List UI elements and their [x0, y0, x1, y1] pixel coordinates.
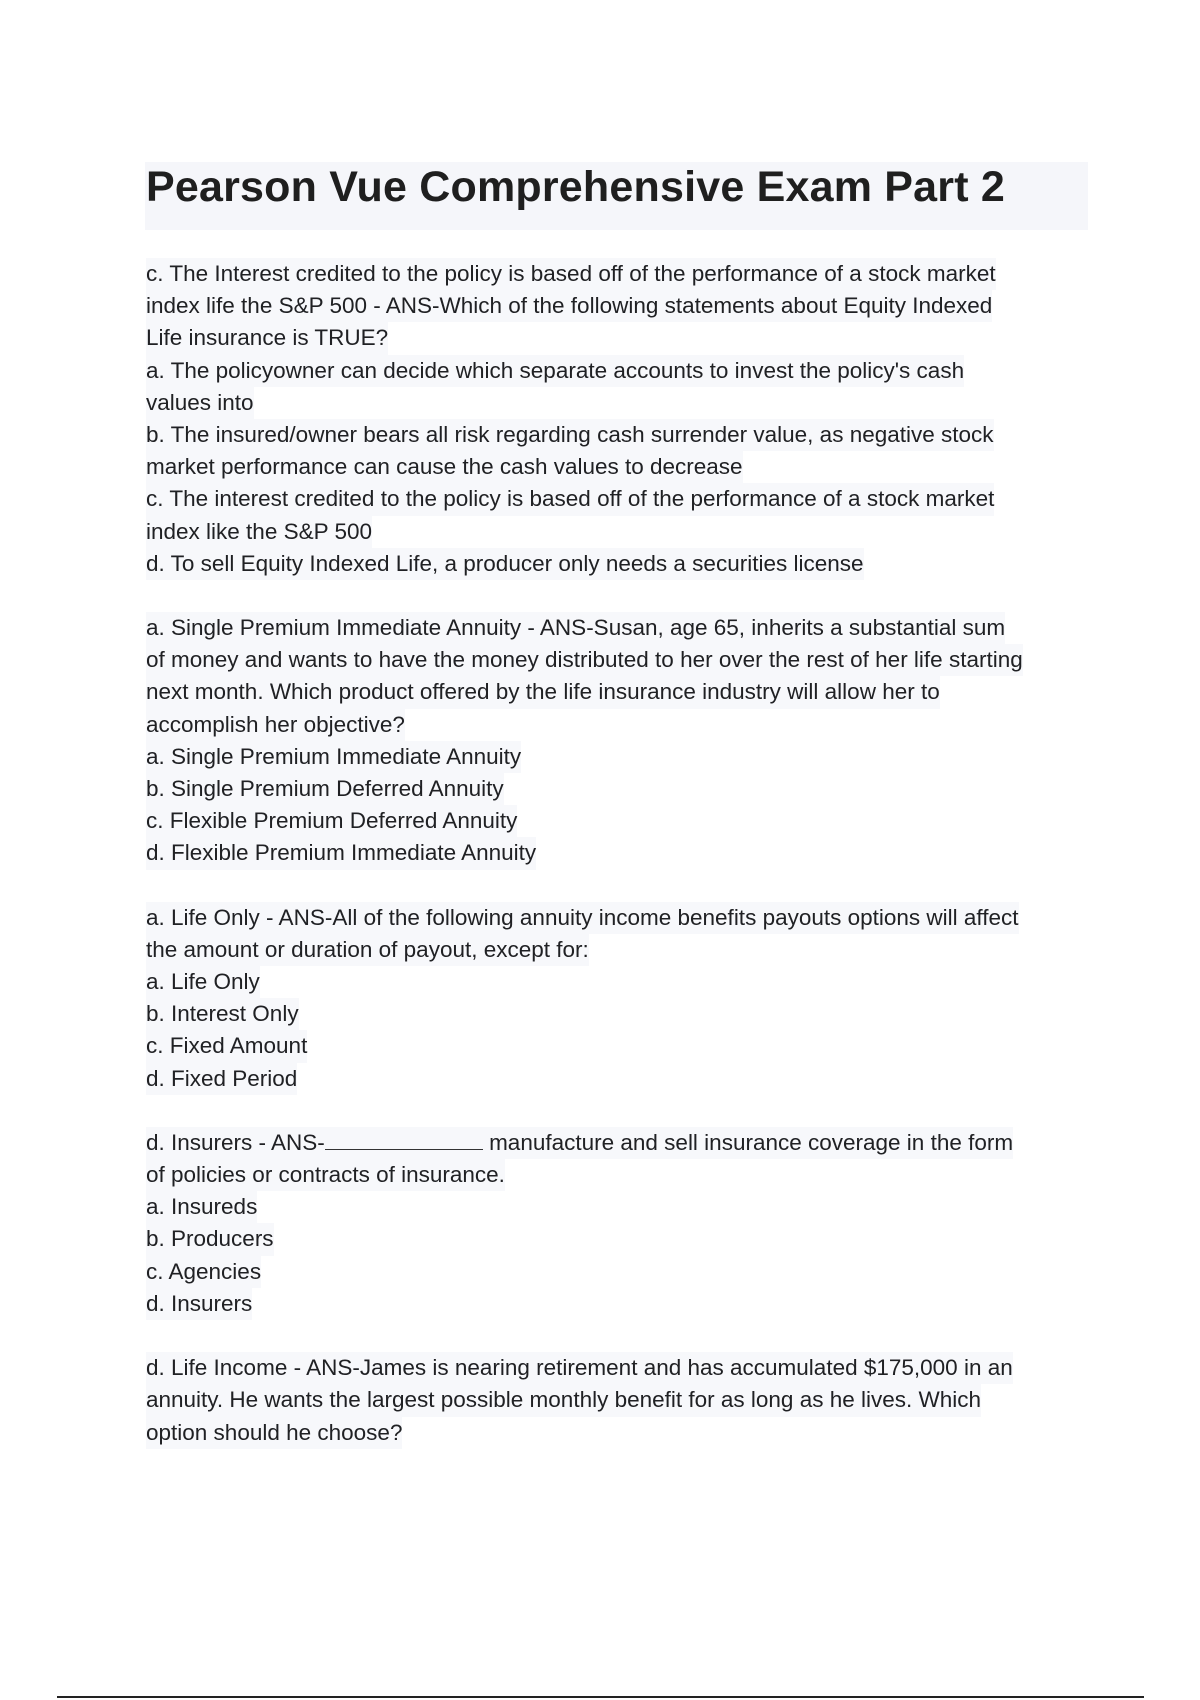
- text-line: a. Life Only - ANS-All of the following annuity income benefits payouts options will affect: [146, 902, 1019, 934]
- text-line: market performance can cause the cash values to decrease: [146, 451, 743, 483]
- text-line: c. The interest credited to the policy is based off of the performance of a stock market: [146, 483, 994, 515]
- text-line: b. Interest Only: [146, 998, 299, 1030]
- text-line: the amount or duration of payout, except for:: [146, 934, 589, 966]
- text-line: index life the S&P 500 - ANS-Which of the following statements about Equity Indexed: [146, 290, 992, 322]
- page-title: Pearson Vue Comprehensive Exam Part 2: [146, 163, 1006, 211]
- text-line: Life insurance is TRUE?: [146, 322, 388, 354]
- text-line: a. Life Only: [146, 966, 260, 998]
- text-line: a. Single Premium Immediate Annuity - ANS-Susan, age 65, inherits a substantial sum: [146, 612, 1005, 644]
- text-line: option should he choose?: [146, 1417, 402, 1449]
- text-after-blank: manufacture and sell insurance coverage in the form: [482, 1129, 1014, 1155]
- text-before-blank: d. Insurers - ANS-: [146, 1129, 325, 1155]
- question-block-2: [146, 612, 1096, 870]
- text-line: annuity. He wants the largest possible monthly benefit for as long as he lives. Which: [146, 1384, 981, 1416]
- text-line: a. Single Premium Immediate Annuity: [146, 741, 521, 773]
- document-content: [146, 258, 1096, 1481]
- text-line-with-blank: [146, 1127, 1013, 1159]
- text-line: of money and wants to have the money distributed to her over the rest of her life starting: [146, 644, 1023, 676]
- text-line: accomplish her objective?: [146, 709, 405, 741]
- text-line: d. Life Income - ANS-James is nearing retirement and has accumulated $175,000 in an: [146, 1352, 1013, 1384]
- text-line: c. Agencies: [146, 1256, 261, 1288]
- question-block-4: [146, 1127, 1096, 1320]
- text-line: b. The insured/owner bears all risk regarding cash surrender value, as negative stock: [146, 419, 994, 451]
- text-line: index like the S&P 500: [146, 516, 372, 548]
- text-line: d. Fixed Period: [146, 1063, 297, 1095]
- text-line: d. Flexible Premium Immediate Annuity: [146, 837, 536, 869]
- footer-rule: [57, 1696, 1144, 1698]
- text-line: b. Single Premium Deferred Annuity: [146, 773, 504, 805]
- question-block-3: [146, 902, 1096, 1095]
- text-line: d. Insurers: [146, 1288, 252, 1320]
- fill-in-blank: [325, 1129, 483, 1150]
- text-line: of policies or contracts of insurance.: [146, 1159, 505, 1191]
- text-line: a. Insureds: [146, 1191, 257, 1223]
- text-line: next month. Which product offered by the life insurance industry will allow her to: [146, 676, 940, 708]
- text-line: c. The Interest credited to the policy is based off of the performance of a stock market: [146, 258, 996, 290]
- text-line: b. Producers: [146, 1223, 274, 1255]
- text-line: d. To sell Equity Indexed Life, a producer only needs a securities license: [146, 548, 864, 580]
- question-block-5: [146, 1352, 1096, 1449]
- text-line: c. Flexible Premium Deferred Annuity: [146, 805, 517, 837]
- text-line: c. Fixed Amount: [146, 1030, 307, 1062]
- text-line: a. The policyowner can decide which separate accounts to invest the policy's cash: [146, 355, 964, 387]
- text-line: values into: [146, 387, 254, 419]
- question-block-1: [146, 258, 1096, 580]
